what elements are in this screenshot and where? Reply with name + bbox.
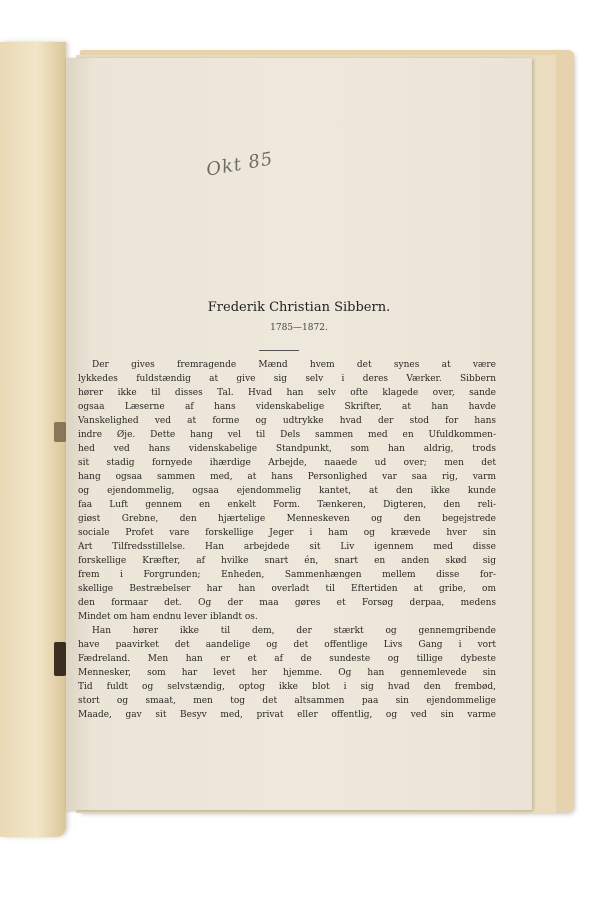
text-line: Maade, gav sit Besyv med, privat eller offentlig, og ved sin varme [78,710,496,720]
text-line: Mindet om ham endnu lever iblandt os. [78,612,258,622]
text-line: lykkedes fuldstændig at give sig selv i deres Værker. Sibbern [78,374,496,384]
text-line: Art Tilfredsstillelse. Han arbejdede sit Liv igennem med disse [78,542,496,552]
text-line: Fædreland. Men han er et af de sundeste og tillige dybeste [78,654,496,664]
text-line: stort og smaat, men tog det altsammen paa sin ejendommelige [78,696,496,706]
article-body [78,358,496,722]
article-years: 1785—1872. [270,323,328,333]
left-cover [0,42,66,837]
text-line: den formaar det. Og der maa gøres et Forsøg derpaa, medens [78,598,496,608]
handwritten-note: Okt 85 [204,148,275,181]
text-line: frem i Forgrunden; Enheden, Sammenhængen mellem disse for- [78,570,496,580]
text-line: forskellige Kræfter, af hvilke snart én, snart en anden skød sig [78,556,496,566]
text-line: Mennesker, som har levet her hjemme. Og han gennemlevede sin [78,668,496,678]
text-line: faa Luft gennem en enkelt Form. Tænkeren, Digteren, den reli- [78,500,496,510]
text-line: Han hører ikke til dem, der stærkt og gennemgribende [92,626,496,636]
text-line: sit stadig fornyede ihærdige Arbejde, naaede ud over; men det [78,458,496,468]
text-line: sociale Profet vare forskellige Jeger i ham og krævede hver sin [78,528,496,538]
title-rule [259,350,299,351]
text-line: skellige Bestræbelser har han overladt til Eftertiden at gribe, om [78,584,496,594]
binding-hole [54,642,66,676]
text-line: hang ogsaa sammen med, at hans Personlighed var saa rig, varm [78,472,496,482]
text-line: have paavirket det aandelige og det offentlige Livs Gang i vort [78,640,496,650]
text-line: ogsaa Læserne af hans videnskabelige Skrifter, at han havde [78,402,496,412]
text-line: indre Øje. Dette hang vel til Dels sammen med en Ufuldkommen- [78,430,496,440]
text-line: Tid fuldt og selvstændig, optog ikke blot i sig hvad den frembød, [78,682,496,692]
page [66,58,532,810]
text-line: hed ved hans videnskabelige Standpunkt, som han aldrig, trods [78,444,496,454]
text-line: Vanskelighed ved at forme og udtrykke hvad der stod for hans [78,416,496,426]
text-line: Der gives fremragende Mænd hvem det synes at være [92,360,496,370]
binding-hole [54,422,66,442]
article-title: Frederik Christian Sibbern. [207,300,391,315]
text-line: og ejendommelig, ogsaa ejendommelig kantet, at den ikke kunde [78,486,496,496]
text-line: hører ikke til disses Tal. Hvad han selv ofte klagede over, sande [78,388,496,398]
text-line: giøst Grebne, den hjærtelige Menneskeven og den begejstrede [78,514,496,524]
